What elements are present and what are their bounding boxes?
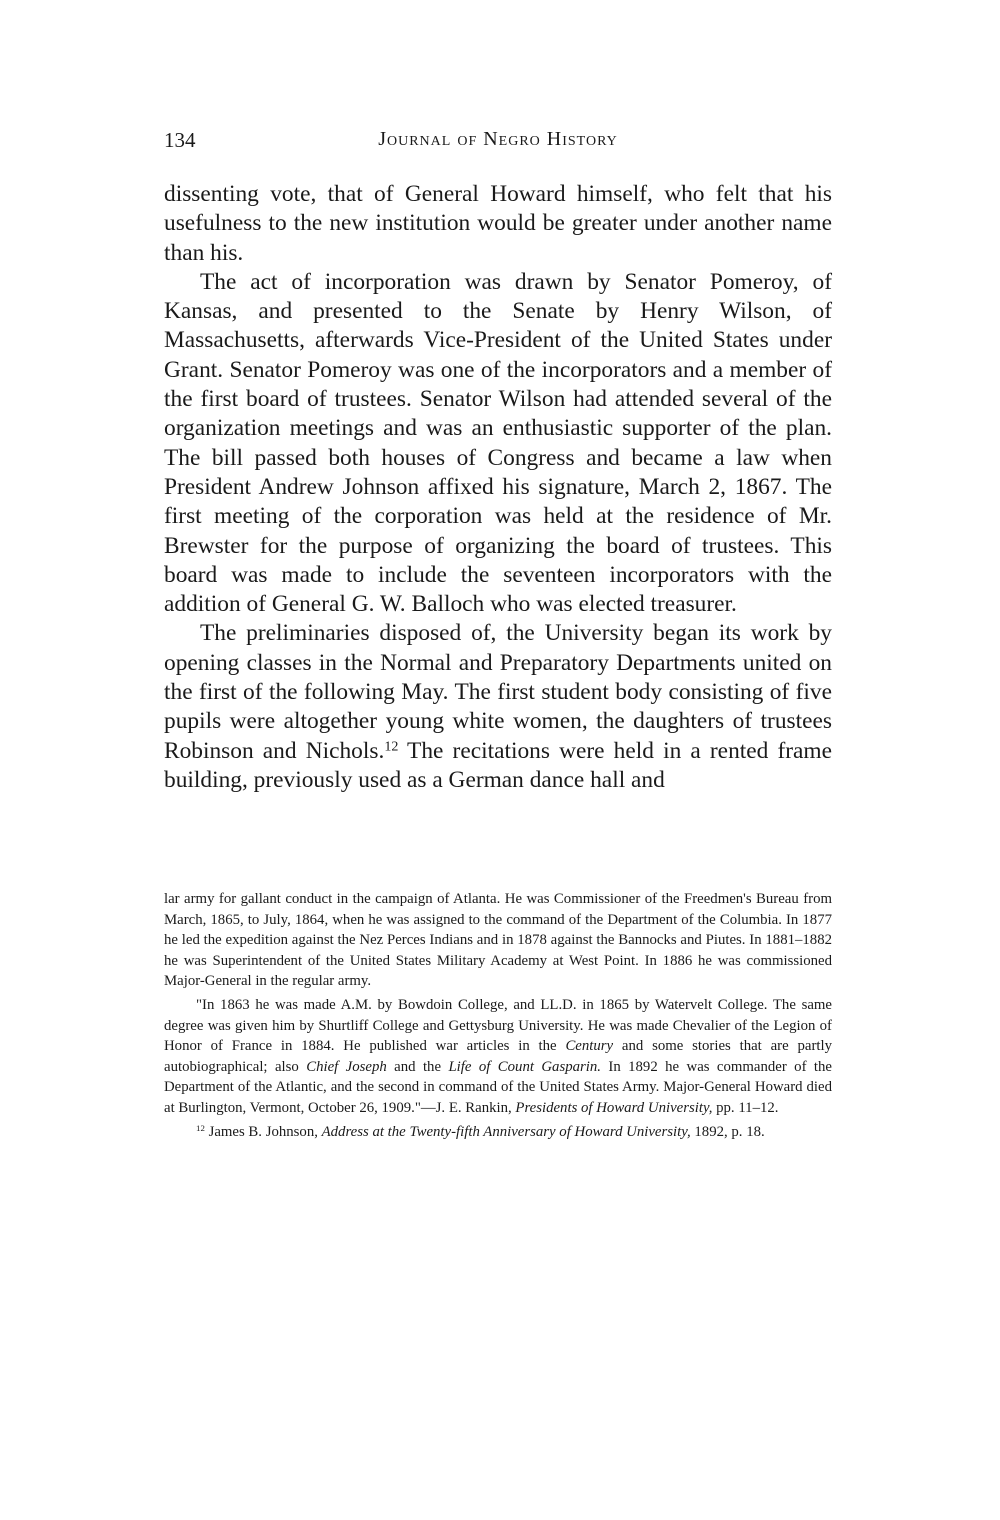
footnote-title-presidents: Presidents of Howard University, [515,1099,713,1116]
footnote-12-title: Address at the Twenty-fifth Anniversary of Howard University, [321,1123,691,1140]
running-title: Journal of Negro History [378,128,618,150]
footnote-quote [164,995,832,1119]
footnote-quote-text-1: "In 1863 he was made A.M. by Bowdoin College, and LL.D. in 1865 by Watervelt College. The same degree was given him by Shurtliff College and Gettysburg University. He was made Chevalier of the Legion of Honor of France in 1884. He published war articles in the [164,996,832,1055]
footnote-continuation: lar army for gallant conduct in the campaign of Atlanta. He was Commissioner of the Freedmen's Bureau from March, 1865, to July, 1864, when he was assigned to the command of the Department of the Columbia. In 1877 he led the expedition against the Nez Perces Indians and in 1878 against the Bannocks and Piutes. In 1881–1882 he was Superintendent of the United States Military Academy at West Point. In 1886 he was commissioned Major-General in the regular army. [164,891,832,990]
paragraph-3-text-b: The recitations were held in a rented frame building, previously used as a German dance hall and [164,737,833,793]
page-header [164,128,832,162]
footnote-12-number: 12 [196,1122,205,1133]
paragraph-1: dissenting vote, that of General Howard himself, who felt that his usefulness to the new institution would be greater under another name than his. [164,181,832,266]
footnote-title-life-of-count-gasparin: Life of Count Gasparin. [448,1058,601,1075]
footnote-quote-text-4: In 1892 he was commander of the Department of the Atlantic, and the second in command of the United States Army. Major-General Howard died at Burlington, Vermont, October 26, 1909."—J. E. Rankin, [164,1058,832,1116]
footnote-quote-text-3: and the [386,1058,449,1075]
footnote-quote-text-2: and some stories that are partly autobiographical; also [164,1038,832,1075]
footnotes [164,889,832,1145]
footnote-12-text-2: 1892, p. 18. [690,1123,765,1140]
paragraph-2: The act of incorporation was drawn by Senator Pomeroy, of Kansas, and presented to the Senate by Henry Wilson, of Massachusetts, afterwards Vice-President of the United States under Grant. Senator Pomeroy was one of the incorporators and a member of the first board of trustees. Senator Wilson had attended several of the organization meetings and was an enthusiastic supporter of the plan. The bill passed both houses of Congress and became a law when President Andrew Johnson affixed his signature, March 2, 1867. The first meeting of the corporation was held at the residence of Mr. Brewster for the purpose of organizing the board of trustees. This board was made to include the seventeen incorporators with the addition of General G. W. Balloch who was elected treasurer. [164,268,832,618]
paragraph-3 [164,619,832,795]
footnote-ref-12: 12 [384,737,399,754]
footnote-12 [164,1122,832,1143]
footnote-title-century: Century [565,1038,614,1055]
body-text [164,180,832,795]
footnote-quote-text-5: pp. 11–12. [712,1099,779,1116]
footnote-title-chief-joseph: Chief Joseph [306,1058,387,1075]
footnote-12-text-1: James B. Johnson, [204,1123,322,1140]
paragraph-3-text-a: The preliminaries disposed of, the University began its work by opening classes in the Normal and Preparatory Departments united on the first of the following May. The first student body consisting of five pupils were altogether young white women, the daughters of trustees Robinson and Nichols. [164,620,832,764]
page-number: 134 [164,128,196,152]
